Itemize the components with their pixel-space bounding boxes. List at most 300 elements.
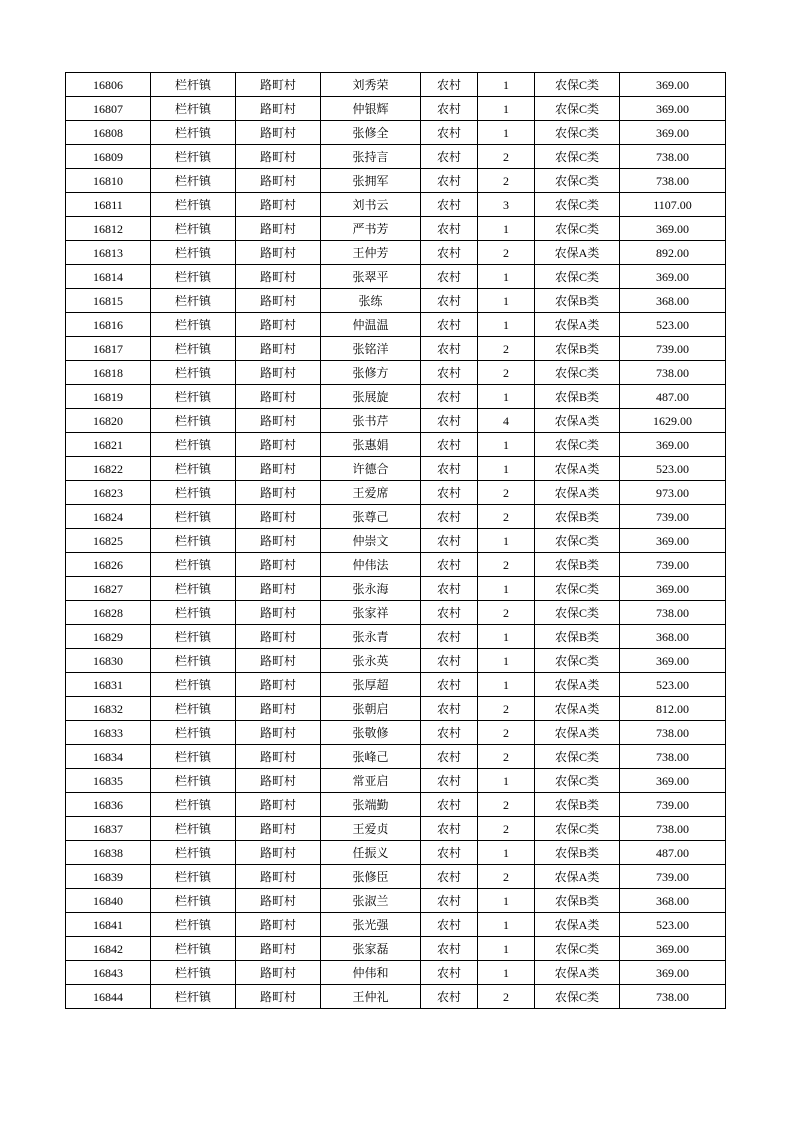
table-row: [66, 889, 726, 913]
table-cell-id: 16839: [66, 865, 151, 889]
table-cell-village: 路町村: [236, 553, 321, 577]
table-cell-id: 16806: [66, 73, 151, 97]
table-cell-id: 16812: [66, 217, 151, 241]
table-cell-count: 2: [478, 865, 535, 889]
table-cell-village: 路町村: [236, 337, 321, 361]
table-cell-id: 16824: [66, 505, 151, 529]
table-cell-category: 农保C类: [535, 529, 620, 553]
table-cell-category: 农保C类: [535, 817, 620, 841]
table-cell-amount: 812.00: [620, 697, 726, 721]
table-cell-town: 栏杆镇: [151, 865, 236, 889]
table-cell-category: 农保A类: [535, 913, 620, 937]
table-cell-town: 栏杆镇: [151, 121, 236, 145]
table-row: [66, 361, 726, 385]
table-cell-town: 栏杆镇: [151, 505, 236, 529]
table-row: [66, 865, 726, 889]
table-cell-id: 16816: [66, 313, 151, 337]
table-cell-amount: 369.00: [620, 97, 726, 121]
table-cell-category: 农保B类: [535, 793, 620, 817]
table-cell-type: 农村: [421, 769, 478, 793]
table-row: [66, 241, 726, 265]
table-row: [66, 817, 726, 841]
table-cell-category: 农保B类: [535, 289, 620, 313]
table-cell-name: 刘书云: [321, 193, 421, 217]
table-cell-count: 1: [478, 121, 535, 145]
table-cell-type: 农村: [421, 985, 478, 1009]
table-row: [66, 265, 726, 289]
table-cell-type: 农村: [421, 865, 478, 889]
table-cell-type: 农村: [421, 673, 478, 697]
table-cell-town: 栏杆镇: [151, 553, 236, 577]
table-cell-type: 农村: [421, 337, 478, 361]
table-cell-town: 栏杆镇: [151, 793, 236, 817]
table-cell-town: 栏杆镇: [151, 697, 236, 721]
table-cell-village: 路町村: [236, 121, 321, 145]
table-cell-id: 16836: [66, 793, 151, 817]
table-row: [66, 121, 726, 145]
table-cell-amount: 369.00: [620, 217, 726, 241]
table-cell-town: 栏杆镇: [151, 721, 236, 745]
table-cell-name: 张朝启: [321, 697, 421, 721]
table-row: [66, 985, 726, 1009]
table-cell-count: 2: [478, 793, 535, 817]
table-cell-id: 16833: [66, 721, 151, 745]
table-cell-town: 栏杆镇: [151, 169, 236, 193]
table-cell-type: 农村: [421, 697, 478, 721]
table-row: [66, 385, 726, 409]
table-cell-category: 农保A类: [535, 457, 620, 481]
table-cell-category: 农保C类: [535, 937, 620, 961]
table-cell-town: 栏杆镇: [151, 409, 236, 433]
table-row: [66, 625, 726, 649]
table-cell-village: 路町村: [236, 865, 321, 889]
table-cell-town: 栏杆镇: [151, 265, 236, 289]
table-cell-type: 农村: [421, 793, 478, 817]
table-cell-id: 16808: [66, 121, 151, 145]
table-cell-count: 1: [478, 961, 535, 985]
table-cell-amount: 369.00: [620, 265, 726, 289]
table-cell-type: 农村: [421, 553, 478, 577]
table-cell-category: 农保C类: [535, 649, 620, 673]
table-cell-village: 路町村: [236, 73, 321, 97]
table-row: [66, 169, 726, 193]
table-row: [66, 769, 726, 793]
table-row: [66, 73, 726, 97]
table-cell-town: 栏杆镇: [151, 145, 236, 169]
table-cell-id: 16813: [66, 241, 151, 265]
table-cell-village: 路町村: [236, 793, 321, 817]
table-cell-amount: 369.00: [620, 937, 726, 961]
table-cell-type: 农村: [421, 457, 478, 481]
table-cell-type: 农村: [421, 409, 478, 433]
table-cell-count: 2: [478, 481, 535, 505]
table-row: [66, 649, 726, 673]
table-cell-category: 农保C类: [535, 169, 620, 193]
table-cell-type: 农村: [421, 577, 478, 601]
table-cell-village: 路町村: [236, 769, 321, 793]
table-cell-type: 农村: [421, 145, 478, 169]
table-cell-amount: 487.00: [620, 841, 726, 865]
table-cell-name: 张修全: [321, 121, 421, 145]
table-cell-type: 农村: [421, 625, 478, 649]
table-row: [66, 793, 726, 817]
table-cell-category: 农保A类: [535, 865, 620, 889]
table-cell-town: 栏杆镇: [151, 577, 236, 601]
table-cell-village: 路町村: [236, 529, 321, 553]
table-cell-amount: 369.00: [620, 769, 726, 793]
table-cell-name: 张敬修: [321, 721, 421, 745]
table-cell-type: 农村: [421, 433, 478, 457]
table-row: [66, 505, 726, 529]
table-cell-id: 16841: [66, 913, 151, 937]
table-cell-count: 2: [478, 721, 535, 745]
table-cell-town: 栏杆镇: [151, 457, 236, 481]
table-cell-count: 1: [478, 433, 535, 457]
table-cell-town: 栏杆镇: [151, 673, 236, 697]
table-cell-id: 16811: [66, 193, 151, 217]
table-cell-id: 16831: [66, 673, 151, 697]
table-cell-amount: 368.00: [620, 889, 726, 913]
table-cell-name: 张铭洋: [321, 337, 421, 361]
table-cell-village: 路町村: [236, 841, 321, 865]
table-cell-name: 仲伟和: [321, 961, 421, 985]
table-cell-type: 农村: [421, 601, 478, 625]
table-cell-id: 16822: [66, 457, 151, 481]
table-row: [66, 481, 726, 505]
table-cell-category: 农保B类: [535, 337, 620, 361]
table-cell-amount: 369.00: [620, 649, 726, 673]
table-row: [66, 601, 726, 625]
table-cell-amount: 738.00: [620, 985, 726, 1009]
table-cell-count: 2: [478, 169, 535, 193]
table-cell-count: 2: [478, 145, 535, 169]
table-cell-town: 栏杆镇: [151, 313, 236, 337]
table-cell-village: 路町村: [236, 481, 321, 505]
table-cell-town: 栏杆镇: [151, 217, 236, 241]
table-cell-count: 1: [478, 769, 535, 793]
table-cell-count: 1: [478, 73, 535, 97]
table-cell-count: 2: [478, 361, 535, 385]
table-cell-amount: 369.00: [620, 73, 726, 97]
table-cell-village: 路町村: [236, 649, 321, 673]
table-cell-category: 农保A类: [535, 697, 620, 721]
table-cell-amount: 739.00: [620, 553, 726, 577]
table-cell-name: 仲崇文: [321, 529, 421, 553]
table-cell-name: 张尊己: [321, 505, 421, 529]
table-cell-type: 农村: [421, 841, 478, 865]
table-cell-count: 1: [478, 673, 535, 697]
table-cell-count: 4: [478, 409, 535, 433]
table-row: [66, 409, 726, 433]
table-cell-town: 栏杆镇: [151, 817, 236, 841]
table-cell-village: 路町村: [236, 697, 321, 721]
table-cell-type: 农村: [421, 73, 478, 97]
table-cell-category: 农保B类: [535, 841, 620, 865]
table-row: [66, 457, 726, 481]
table-cell-type: 农村: [421, 385, 478, 409]
table-cell-type: 农村: [421, 241, 478, 265]
table-cell-type: 农村: [421, 481, 478, 505]
table-cell-amount: 369.00: [620, 961, 726, 985]
table-cell-type: 农村: [421, 529, 478, 553]
table-cell-type: 农村: [421, 889, 478, 913]
table-cell-village: 路町村: [236, 985, 321, 1009]
table-cell-id: 16827: [66, 577, 151, 601]
table-cell-id: 16832: [66, 697, 151, 721]
table-cell-count: 1: [478, 265, 535, 289]
table-row: [66, 841, 726, 865]
table-cell-category: 农保C类: [535, 217, 620, 241]
table-cell-amount: 369.00: [620, 121, 726, 145]
table-row: [66, 337, 726, 361]
table-cell-id: 16829: [66, 625, 151, 649]
table-body: [66, 73, 726, 1009]
table-row: [66, 745, 726, 769]
table-cell-category: 农保C类: [535, 121, 620, 145]
table-cell-village: 路町村: [236, 385, 321, 409]
table-cell-amount: 523.00: [620, 457, 726, 481]
table-cell-village: 路町村: [236, 817, 321, 841]
table-cell-count: 3: [478, 193, 535, 217]
table-cell-count: 1: [478, 457, 535, 481]
table-cell-town: 栏杆镇: [151, 481, 236, 505]
table-cell-category: 农保C类: [535, 577, 620, 601]
table-cell-count: 2: [478, 241, 535, 265]
table-row: [66, 145, 726, 169]
table-cell-category: 农保A类: [535, 241, 620, 265]
table-cell-town: 栏杆镇: [151, 97, 236, 121]
table-row: [66, 721, 726, 745]
table-cell-category: 农保C类: [535, 601, 620, 625]
table-cell-village: 路町村: [236, 577, 321, 601]
table-cell-category: 农保B类: [535, 889, 620, 913]
table-cell-name: 许德合: [321, 457, 421, 481]
table-cell-village: 路町村: [236, 409, 321, 433]
table-row: [66, 961, 726, 985]
table-cell-village: 路町村: [236, 889, 321, 913]
table-cell-category: 农保A类: [535, 673, 620, 697]
table-cell-id: 16819: [66, 385, 151, 409]
table-cell-name: 仲银辉: [321, 97, 421, 121]
table-cell-village: 路町村: [236, 145, 321, 169]
table-cell-name: 严书芳: [321, 217, 421, 241]
table-cell-count: 2: [478, 337, 535, 361]
table-row: [66, 577, 726, 601]
table-cell-type: 农村: [421, 193, 478, 217]
table-cell-village: 路町村: [236, 601, 321, 625]
table-cell-village: 路町村: [236, 625, 321, 649]
table-cell-village: 路町村: [236, 913, 321, 937]
table-cell-amount: 738.00: [620, 169, 726, 193]
table-cell-village: 路町村: [236, 217, 321, 241]
table-cell-village: 路町村: [236, 745, 321, 769]
table-cell-category: 农保A类: [535, 409, 620, 433]
table-cell-town: 栏杆镇: [151, 601, 236, 625]
table-cell-category: 农保B类: [535, 625, 620, 649]
table-row: [66, 193, 726, 217]
table-cell-town: 栏杆镇: [151, 913, 236, 937]
table-cell-count: 2: [478, 601, 535, 625]
table-row: [66, 529, 726, 553]
table-cell-id: 16810: [66, 169, 151, 193]
table-cell-category: 农保C类: [535, 433, 620, 457]
table-cell-town: 栏杆镇: [151, 841, 236, 865]
table-cell-village: 路町村: [236, 961, 321, 985]
table-cell-village: 路町村: [236, 457, 321, 481]
table-cell-type: 农村: [421, 913, 478, 937]
table-cell-name: 张光强: [321, 913, 421, 937]
table-cell-category: 农保A类: [535, 481, 620, 505]
table-cell-name: 张书芹: [321, 409, 421, 433]
table-cell-count: 1: [478, 913, 535, 937]
table-cell-count: 1: [478, 97, 535, 121]
table-cell-village: 路町村: [236, 361, 321, 385]
table-cell-name: 张持言: [321, 145, 421, 169]
table-cell-name: 王爱贞: [321, 817, 421, 841]
table-cell-count: 2: [478, 697, 535, 721]
table-cell-category: 农保C类: [535, 745, 620, 769]
table-cell-amount: 523.00: [620, 313, 726, 337]
table-cell-count: 1: [478, 289, 535, 313]
table-cell-amount: 523.00: [620, 913, 726, 937]
table-cell-type: 农村: [421, 313, 478, 337]
table-cell-count: 2: [478, 505, 535, 529]
table-cell-name: 张家磊: [321, 937, 421, 961]
table-cell-town: 栏杆镇: [151, 745, 236, 769]
table-cell-type: 农村: [421, 217, 478, 241]
table-cell-amount: 738.00: [620, 361, 726, 385]
table-cell-village: 路町村: [236, 505, 321, 529]
table-cell-type: 农村: [421, 649, 478, 673]
table-cell-name: 张修方: [321, 361, 421, 385]
table-cell-town: 栏杆镇: [151, 289, 236, 313]
table-cell-name: 张拥军: [321, 169, 421, 193]
table-cell-name: 张端勤: [321, 793, 421, 817]
table-cell-id: 16826: [66, 553, 151, 577]
table-cell-count: 1: [478, 889, 535, 913]
table-cell-category: 农保C类: [535, 145, 620, 169]
table-cell-count: 1: [478, 385, 535, 409]
table-cell-amount: 369.00: [620, 577, 726, 601]
table-cell-name: 张修臣: [321, 865, 421, 889]
table-cell-name: 张淑兰: [321, 889, 421, 913]
table-cell-name: 任振义: [321, 841, 421, 865]
table-cell-category: 农保B类: [535, 553, 620, 577]
table-cell-amount: 1107.00: [620, 193, 726, 217]
table-cell-amount: 738.00: [620, 601, 726, 625]
table-cell-id: 16838: [66, 841, 151, 865]
table-cell-count: 1: [478, 625, 535, 649]
table-cell-category: 农保C类: [535, 265, 620, 289]
table-cell-count: 2: [478, 985, 535, 1009]
table-cell-town: 栏杆镇: [151, 649, 236, 673]
table-cell-id: 16807: [66, 97, 151, 121]
table-cell-amount: 487.00: [620, 385, 726, 409]
table-row: [66, 313, 726, 337]
table-cell-type: 农村: [421, 721, 478, 745]
table-cell-village: 路町村: [236, 433, 321, 457]
table-cell-name: 张练: [321, 289, 421, 313]
table-cell-town: 栏杆镇: [151, 361, 236, 385]
table-cell-category: 农保A类: [535, 961, 620, 985]
table-cell-name: 张翠平: [321, 265, 421, 289]
table-cell-count: 1: [478, 649, 535, 673]
table-cell-village: 路町村: [236, 265, 321, 289]
table-cell-category: 农保C类: [535, 193, 620, 217]
table-cell-town: 栏杆镇: [151, 385, 236, 409]
table-cell-type: 农村: [421, 745, 478, 769]
table-cell-name: 王爱席: [321, 481, 421, 505]
table-cell-amount: 738.00: [620, 745, 726, 769]
table-cell-amount: 739.00: [620, 337, 726, 361]
table-row: [66, 937, 726, 961]
table-cell-count: 1: [478, 313, 535, 337]
table-cell-count: 2: [478, 553, 535, 577]
table-cell-category: 农保A类: [535, 721, 620, 745]
table-cell-type: 农村: [421, 121, 478, 145]
table-cell-name: 王仲芳: [321, 241, 421, 265]
table-cell-town: 栏杆镇: [151, 769, 236, 793]
table-cell-amount: 738.00: [620, 817, 726, 841]
table-cell-amount: 739.00: [620, 865, 726, 889]
table-cell-type: 农村: [421, 289, 478, 313]
table-cell-name: 张惠娟: [321, 433, 421, 457]
table-cell-name: 张峰己: [321, 745, 421, 769]
table-cell-category: 农保A类: [535, 313, 620, 337]
table-row: [66, 913, 726, 937]
table-cell-name: 常亚启: [321, 769, 421, 793]
table-cell-type: 农村: [421, 169, 478, 193]
table-cell-count: 1: [478, 529, 535, 553]
table-cell-village: 路町村: [236, 97, 321, 121]
table-cell-id: 16821: [66, 433, 151, 457]
table-cell-type: 农村: [421, 937, 478, 961]
table-cell-amount: 739.00: [620, 793, 726, 817]
table-cell-name: 刘秀荣: [321, 73, 421, 97]
table-cell-category: 农保C类: [535, 361, 620, 385]
table-row: [66, 433, 726, 457]
table-cell-town: 栏杆镇: [151, 937, 236, 961]
table-cell-type: 农村: [421, 97, 478, 121]
table-cell-type: 农村: [421, 817, 478, 841]
table-cell-town: 栏杆镇: [151, 961, 236, 985]
table-cell-category: 农保C类: [535, 985, 620, 1009]
table-cell-id: 16830: [66, 649, 151, 673]
table-cell-id: 16818: [66, 361, 151, 385]
table-cell-amount: 368.00: [620, 289, 726, 313]
table-cell-town: 栏杆镇: [151, 529, 236, 553]
table-cell-amount: 973.00: [620, 481, 726, 505]
table-cell-town: 栏杆镇: [151, 889, 236, 913]
table-cell-count: 1: [478, 577, 535, 601]
table-cell-name: 张展旋: [321, 385, 421, 409]
table-cell-amount: 892.00: [620, 241, 726, 265]
table-cell-town: 栏杆镇: [151, 433, 236, 457]
table-cell-id: 16820: [66, 409, 151, 433]
table-cell-name: 王仲礼: [321, 985, 421, 1009]
table-cell-category: 农保C类: [535, 769, 620, 793]
table-cell-id: 16825: [66, 529, 151, 553]
table-cell-id: 16828: [66, 601, 151, 625]
table-cell-name: 仲伟法: [321, 553, 421, 577]
table-cell-amount: 738.00: [620, 721, 726, 745]
table-cell-id: 16837: [66, 817, 151, 841]
table-cell-name: 张家祥: [321, 601, 421, 625]
table-cell-category: 农保B类: [535, 385, 620, 409]
table-cell-name: 仲温温: [321, 313, 421, 337]
table-cell-amount: 369.00: [620, 529, 726, 553]
table-row: [66, 673, 726, 697]
